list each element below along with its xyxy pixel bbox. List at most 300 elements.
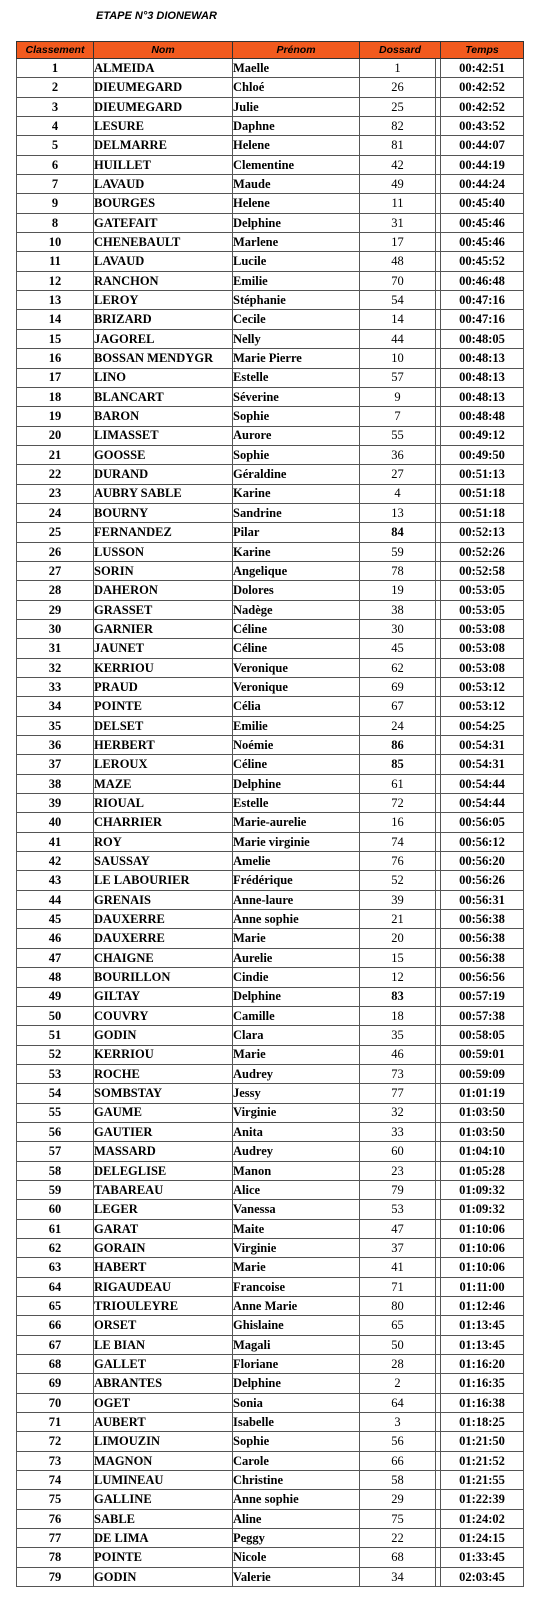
table-row bbox=[17, 1219, 524, 1238]
prenom-cell: Emilie bbox=[233, 716, 360, 735]
nom-cell: LEGER bbox=[94, 1200, 233, 1219]
temps-cell: 00:56:56 bbox=[441, 968, 524, 987]
temps-cell: 01:13:45 bbox=[441, 1335, 524, 1354]
dossard-cell: 28 bbox=[360, 1355, 436, 1374]
table-row bbox=[17, 310, 524, 329]
nom-cell: MASSARD bbox=[94, 1142, 233, 1161]
temps-cell: 01:16:38 bbox=[441, 1393, 524, 1412]
temps-cell: 00:56:31 bbox=[441, 890, 524, 909]
prenom-cell: Nadège bbox=[233, 600, 360, 619]
prenom-cell: Karine bbox=[233, 484, 360, 503]
dossard-cell: 58 bbox=[360, 1471, 436, 1490]
prenom-cell: Jessy bbox=[233, 1084, 360, 1103]
table-row bbox=[17, 1258, 524, 1277]
rank-cell: 27 bbox=[17, 561, 94, 580]
nom-cell: LESURE bbox=[94, 117, 233, 136]
nom-cell: GAUTIER bbox=[94, 1122, 233, 1141]
rank-cell: 47 bbox=[17, 948, 94, 967]
table-row bbox=[17, 755, 524, 774]
rank-cell: 5 bbox=[17, 136, 94, 155]
header-dossard: Dossard bbox=[360, 42, 441, 59]
rank-cell: 76 bbox=[17, 1509, 94, 1528]
table-row bbox=[17, 445, 524, 464]
prenom-cell: Delphine bbox=[233, 774, 360, 793]
temps-cell: 01:16:35 bbox=[441, 1374, 524, 1393]
prenom-cell: Julie bbox=[233, 97, 360, 116]
prenom-cell: Delphine bbox=[233, 987, 360, 1006]
prenom-cell: Emilie bbox=[233, 271, 360, 290]
table-row bbox=[17, 1316, 524, 1335]
prenom-cell: Clementine bbox=[233, 155, 360, 174]
nom-cell: ALMEIDA bbox=[94, 59, 233, 78]
table-row bbox=[17, 117, 524, 136]
temps-cell: 00:47:16 bbox=[441, 291, 524, 310]
table-row bbox=[17, 97, 524, 116]
prenom-cell: Sonia bbox=[233, 1393, 360, 1412]
nom-cell: BARON bbox=[94, 407, 233, 426]
dossard-cell: 59 bbox=[360, 542, 436, 561]
rank-cell: 73 bbox=[17, 1451, 94, 1470]
dossard-cell: 85 bbox=[360, 755, 436, 774]
dossard-cell: 16 bbox=[360, 813, 436, 832]
temps-cell: 01:03:50 bbox=[441, 1103, 524, 1122]
nom-cell: POINTE bbox=[94, 1548, 233, 1567]
temps-cell: 00:56:05 bbox=[441, 813, 524, 832]
table-row bbox=[17, 619, 524, 638]
nom-cell: LINO bbox=[94, 368, 233, 387]
dossard-cell: 47 bbox=[360, 1219, 436, 1238]
dossard-cell: 41 bbox=[360, 1258, 436, 1277]
table-row bbox=[17, 1567, 524, 1586]
prenom-cell: Nelly bbox=[233, 329, 360, 348]
dossard-cell: 60 bbox=[360, 1142, 436, 1161]
prenom-cell: Maite bbox=[233, 1219, 360, 1238]
temps-cell: 00:48:48 bbox=[441, 407, 524, 426]
dossard-cell: 48 bbox=[360, 252, 436, 271]
table-row bbox=[17, 1200, 524, 1219]
table-row bbox=[17, 1026, 524, 1045]
dossard-cell: 20 bbox=[360, 929, 436, 948]
prenom-cell: Aurelie bbox=[233, 948, 360, 967]
table-row bbox=[17, 271, 524, 290]
nom-cell: DAUXERRE bbox=[94, 910, 233, 929]
nom-cell: LE LABOURIER bbox=[94, 871, 233, 890]
rank-cell: 7 bbox=[17, 175, 94, 194]
nom-cell: BOSSAN MENDYGR bbox=[94, 349, 233, 368]
dossard-cell: 1 bbox=[360, 59, 436, 78]
table-row bbox=[17, 987, 524, 1006]
temps-cell: 01:24:15 bbox=[441, 1529, 524, 1548]
nom-cell: GODIN bbox=[94, 1026, 233, 1045]
prenom-cell: Estelle bbox=[233, 794, 360, 813]
temps-cell: 00:51:18 bbox=[441, 484, 524, 503]
table-row bbox=[17, 1238, 524, 1257]
nom-cell: GODIN bbox=[94, 1567, 233, 1586]
temps-cell: 01:18:25 bbox=[441, 1413, 524, 1432]
rank-cell: 13 bbox=[17, 291, 94, 310]
dossard-cell: 18 bbox=[360, 1006, 436, 1025]
dossard-cell: 71 bbox=[360, 1277, 436, 1296]
temps-cell: 00:48:13 bbox=[441, 349, 524, 368]
temps-cell: 00:53:08 bbox=[441, 658, 524, 677]
nom-cell: DELEGLISE bbox=[94, 1161, 233, 1180]
temps-cell: 01:05:28 bbox=[441, 1161, 524, 1180]
table-row bbox=[17, 1355, 524, 1374]
dossard-cell: 37 bbox=[360, 1238, 436, 1257]
temps-cell: 01:21:50 bbox=[441, 1432, 524, 1451]
prenom-cell: Aurore bbox=[233, 426, 360, 445]
nom-cell: GRASSET bbox=[94, 600, 233, 619]
dossard-cell: 77 bbox=[360, 1084, 436, 1103]
nom-cell: TABAREAU bbox=[94, 1180, 233, 1199]
rank-cell: 61 bbox=[17, 1219, 94, 1238]
nom-cell: CHENEBAULT bbox=[94, 233, 233, 252]
rank-cell: 16 bbox=[17, 349, 94, 368]
nom-cell: DURAND bbox=[94, 465, 233, 484]
temps-cell: 00:42:52 bbox=[441, 97, 524, 116]
temps-cell: 01:21:55 bbox=[441, 1471, 524, 1490]
temps-cell: 00:45:40 bbox=[441, 194, 524, 213]
prenom-cell: Isabelle bbox=[233, 1413, 360, 1432]
nom-cell: DELSET bbox=[94, 716, 233, 735]
nom-cell: KERRIOU bbox=[94, 658, 233, 677]
prenom-cell: Vanessa bbox=[233, 1200, 360, 1219]
nom-cell: PRAUD bbox=[94, 678, 233, 697]
rank-cell: 71 bbox=[17, 1413, 94, 1432]
prenom-cell: Sandrine bbox=[233, 503, 360, 522]
dossard-cell: 30 bbox=[360, 619, 436, 638]
rank-cell: 55 bbox=[17, 1103, 94, 1122]
dossard-cell: 32 bbox=[360, 1103, 436, 1122]
temps-cell: 00:46:48 bbox=[441, 271, 524, 290]
table-row bbox=[17, 175, 524, 194]
rank-cell: 37 bbox=[17, 755, 94, 774]
table-row bbox=[17, 426, 524, 445]
dossard-cell: 23 bbox=[360, 1161, 436, 1180]
prenom-cell: Floriane bbox=[233, 1355, 360, 1374]
rank-cell: 78 bbox=[17, 1548, 94, 1567]
nom-cell: DAHERON bbox=[94, 581, 233, 600]
temps-cell: 00:48:05 bbox=[441, 329, 524, 348]
table-row bbox=[17, 542, 524, 561]
dossard-cell: 21 bbox=[360, 910, 436, 929]
dossard-cell: 11 bbox=[360, 194, 436, 213]
dossard-cell: 36 bbox=[360, 445, 436, 464]
rank-cell: 65 bbox=[17, 1297, 94, 1316]
table-row bbox=[17, 832, 524, 851]
temps-cell: 00:56:20 bbox=[441, 852, 524, 871]
dossard-cell: 56 bbox=[360, 1432, 436, 1451]
dossard-cell: 45 bbox=[360, 639, 436, 658]
table-row bbox=[17, 368, 524, 387]
temps-cell: 00:56:38 bbox=[441, 910, 524, 929]
rank-cell: 1 bbox=[17, 59, 94, 78]
rank-cell: 36 bbox=[17, 736, 94, 755]
dossard-cell: 80 bbox=[360, 1297, 436, 1316]
header-row bbox=[17, 42, 524, 59]
nom-cell: DELMARRE bbox=[94, 136, 233, 155]
temps-cell: 01:21:52 bbox=[441, 1451, 524, 1470]
rank-cell: 4 bbox=[17, 117, 94, 136]
nom-cell: SOMBSTAY bbox=[94, 1084, 233, 1103]
rank-cell: 12 bbox=[17, 271, 94, 290]
rank-cell: 8 bbox=[17, 213, 94, 232]
dossard-cell: 65 bbox=[360, 1316, 436, 1335]
table-row bbox=[17, 465, 524, 484]
rank-cell: 23 bbox=[17, 484, 94, 503]
dossard-cell: 61 bbox=[360, 774, 436, 793]
table-row bbox=[17, 349, 524, 368]
rank-cell: 68 bbox=[17, 1355, 94, 1374]
nom-cell: ROCHE bbox=[94, 1064, 233, 1083]
table-row bbox=[17, 1180, 524, 1199]
dossard-cell: 35 bbox=[360, 1026, 436, 1045]
nom-cell: SABLE bbox=[94, 1509, 233, 1528]
rank-cell: 21 bbox=[17, 445, 94, 464]
rank-cell: 52 bbox=[17, 1045, 94, 1064]
table-row bbox=[17, 1064, 524, 1083]
rank-cell: 25 bbox=[17, 523, 94, 542]
dossard-cell: 29 bbox=[360, 1490, 436, 1509]
nom-cell: LE BIAN bbox=[94, 1335, 233, 1354]
table-row bbox=[17, 736, 524, 755]
prenom-cell: Nicole bbox=[233, 1548, 360, 1567]
prenom-cell: Stéphanie bbox=[233, 291, 360, 310]
temps-cell: 01:03:50 bbox=[441, 1122, 524, 1141]
table-row bbox=[17, 1122, 524, 1141]
rank-cell: 48 bbox=[17, 968, 94, 987]
nom-cell: AUBRY SABLE bbox=[94, 484, 233, 503]
rank-cell: 74 bbox=[17, 1471, 94, 1490]
temps-cell: 00:53:05 bbox=[441, 600, 524, 619]
prenom-cell: Helene bbox=[233, 136, 360, 155]
table-row bbox=[17, 59, 524, 78]
nom-cell: DIEUMEGARD bbox=[94, 97, 233, 116]
temps-cell: 01:16:20 bbox=[441, 1355, 524, 1374]
nom-cell: COUVRY bbox=[94, 1006, 233, 1025]
temps-cell: 00:58:05 bbox=[441, 1026, 524, 1045]
rank-cell: 14 bbox=[17, 310, 94, 329]
prenom-cell: Magali bbox=[233, 1335, 360, 1354]
nom-cell: ORSET bbox=[94, 1316, 233, 1335]
nom-cell: MAZE bbox=[94, 774, 233, 793]
prenom-cell: Sophie bbox=[233, 1432, 360, 1451]
rank-cell: 2 bbox=[17, 78, 94, 97]
temps-cell: 00:53:12 bbox=[441, 678, 524, 697]
rank-cell: 53 bbox=[17, 1064, 94, 1083]
dossard-cell: 68 bbox=[360, 1548, 436, 1567]
prenom-cell: Marie Pierre bbox=[233, 349, 360, 368]
nom-cell: MAGNON bbox=[94, 1451, 233, 1470]
dossard-cell: 26 bbox=[360, 78, 436, 97]
nom-cell: GORAIN bbox=[94, 1238, 233, 1257]
temps-cell: 01:01:19 bbox=[441, 1084, 524, 1103]
temps-cell: 01:12:46 bbox=[441, 1297, 524, 1316]
rank-cell: 35 bbox=[17, 716, 94, 735]
temps-cell: 00:44:07 bbox=[441, 136, 524, 155]
table-row bbox=[17, 1103, 524, 1122]
nom-cell: OGET bbox=[94, 1393, 233, 1412]
temps-cell: 00:44:19 bbox=[441, 155, 524, 174]
table-row bbox=[17, 1006, 524, 1025]
table-row bbox=[17, 581, 524, 600]
temps-cell: 00:56:12 bbox=[441, 832, 524, 851]
temps-cell: 00:57:38 bbox=[441, 1006, 524, 1025]
nom-cell: LAVAUD bbox=[94, 175, 233, 194]
prenom-cell: Delphine bbox=[233, 1374, 360, 1393]
nom-cell: LIMASSET bbox=[94, 426, 233, 445]
rank-cell: 69 bbox=[17, 1374, 94, 1393]
prenom-cell: Anita bbox=[233, 1122, 360, 1141]
prenom-cell: Clara bbox=[233, 1026, 360, 1045]
dossard-cell: 13 bbox=[360, 503, 436, 522]
prenom-cell: Sophie bbox=[233, 407, 360, 426]
temps-cell: 01:33:45 bbox=[441, 1548, 524, 1567]
dossard-cell: 19 bbox=[360, 581, 436, 600]
rank-cell: 64 bbox=[17, 1277, 94, 1296]
table-row bbox=[17, 1413, 524, 1432]
rank-cell: 43 bbox=[17, 871, 94, 890]
table-row bbox=[17, 890, 524, 909]
table-row bbox=[17, 910, 524, 929]
dossard-cell: 75 bbox=[360, 1509, 436, 1528]
dossard-cell: 52 bbox=[360, 871, 436, 890]
table-row bbox=[17, 852, 524, 871]
nom-cell: BRIZARD bbox=[94, 310, 233, 329]
rank-cell: 31 bbox=[17, 639, 94, 658]
prenom-cell: Pilar bbox=[233, 523, 360, 542]
rank-cell: 54 bbox=[17, 1084, 94, 1103]
dossard-cell: 62 bbox=[360, 658, 436, 677]
rank-cell: 28 bbox=[17, 581, 94, 600]
table-row bbox=[17, 1084, 524, 1103]
rank-cell: 20 bbox=[17, 426, 94, 445]
temps-cell: 00:47:16 bbox=[441, 310, 524, 329]
nom-cell: BOURNY bbox=[94, 503, 233, 522]
dossard-cell: 49 bbox=[360, 175, 436, 194]
table-row bbox=[17, 78, 524, 97]
dossard-cell: 74 bbox=[360, 832, 436, 851]
rank-cell: 67 bbox=[17, 1335, 94, 1354]
rank-cell: 39 bbox=[17, 794, 94, 813]
rank-cell: 50 bbox=[17, 1006, 94, 1025]
nom-cell: DIEUMEGARD bbox=[94, 78, 233, 97]
prenom-cell: Cecile bbox=[233, 310, 360, 329]
prenom-cell: Noémie bbox=[233, 736, 360, 755]
rank-cell: 60 bbox=[17, 1200, 94, 1219]
temps-cell: 00:45:46 bbox=[441, 233, 524, 252]
temps-cell: 00:56:38 bbox=[441, 929, 524, 948]
table-row bbox=[17, 774, 524, 793]
prenom-cell: Frédérique bbox=[233, 871, 360, 890]
prenom-cell: Marie bbox=[233, 1045, 360, 1064]
rank-cell: 17 bbox=[17, 368, 94, 387]
prenom-cell: Valerie bbox=[233, 1567, 360, 1586]
dossard-cell: 76 bbox=[360, 852, 436, 871]
rank-cell: 63 bbox=[17, 1258, 94, 1277]
table-row bbox=[17, 716, 524, 735]
results-table bbox=[16, 41, 524, 1587]
nom-cell: BOURILLON bbox=[94, 968, 233, 987]
table-row bbox=[17, 1471, 524, 1490]
temps-cell: 00:48:13 bbox=[441, 368, 524, 387]
rank-cell: 15 bbox=[17, 329, 94, 348]
rank-cell: 70 bbox=[17, 1393, 94, 1412]
dossard-cell: 79 bbox=[360, 1180, 436, 1199]
nom-cell: KERRIOU bbox=[94, 1045, 233, 1064]
dossard-cell: 39 bbox=[360, 890, 436, 909]
rank-cell: 46 bbox=[17, 929, 94, 948]
temps-cell: 00:52:13 bbox=[441, 523, 524, 542]
temps-cell: 00:45:46 bbox=[441, 213, 524, 232]
nom-cell: GAUME bbox=[94, 1103, 233, 1122]
dossard-cell: 33 bbox=[360, 1122, 436, 1141]
nom-cell: DE LIMA bbox=[94, 1529, 233, 1548]
nom-cell: POINTE bbox=[94, 697, 233, 716]
table-row bbox=[17, 600, 524, 619]
prenom-cell: Séverine bbox=[233, 387, 360, 406]
temps-cell: 00:52:58 bbox=[441, 561, 524, 580]
rank-cell: 56 bbox=[17, 1122, 94, 1141]
temps-cell: 00:54:44 bbox=[441, 774, 524, 793]
temps-cell: 00:51:13 bbox=[441, 465, 524, 484]
table-row bbox=[17, 678, 524, 697]
rank-cell: 45 bbox=[17, 910, 94, 929]
temps-cell: 01:10:06 bbox=[441, 1238, 524, 1257]
table-row bbox=[17, 194, 524, 213]
prenom-cell: Audrey bbox=[233, 1142, 360, 1161]
dossard-cell: 12 bbox=[360, 968, 436, 987]
nom-cell: GALLET bbox=[94, 1355, 233, 1374]
prenom-cell: Manon bbox=[233, 1161, 360, 1180]
nom-cell: AUBERT bbox=[94, 1413, 233, 1432]
nom-cell: SAUSSAY bbox=[94, 852, 233, 871]
table-row bbox=[17, 697, 524, 716]
temps-cell: 00:53:08 bbox=[441, 619, 524, 638]
nom-cell: FERNANDEZ bbox=[94, 523, 233, 542]
prenom-cell: Virginie bbox=[233, 1103, 360, 1122]
temps-cell: 01:10:06 bbox=[441, 1258, 524, 1277]
table-row bbox=[17, 523, 524, 542]
prenom-cell: Karine bbox=[233, 542, 360, 561]
rank-cell: 79 bbox=[17, 1567, 94, 1586]
prenom-cell: Lucile bbox=[233, 252, 360, 271]
prenom-cell: Cindie bbox=[233, 968, 360, 987]
nom-cell: JAUNET bbox=[94, 639, 233, 658]
dossard-cell: 46 bbox=[360, 1045, 436, 1064]
header-classement: Classement bbox=[17, 42, 94, 59]
table-row bbox=[17, 1045, 524, 1064]
table-row bbox=[17, 484, 524, 503]
prenom-cell: Camille bbox=[233, 1006, 360, 1025]
temps-cell: 00:59:01 bbox=[441, 1045, 524, 1064]
temps-cell: 00:59:09 bbox=[441, 1064, 524, 1083]
nom-cell: CHARRIER bbox=[94, 813, 233, 832]
rank-cell: 30 bbox=[17, 619, 94, 638]
prenom-cell: Ghislaine bbox=[233, 1316, 360, 1335]
temps-cell: 00:42:51 bbox=[441, 59, 524, 78]
temps-cell: 00:49:12 bbox=[441, 426, 524, 445]
nom-cell: RANCHON bbox=[94, 271, 233, 290]
prenom-cell: Anne-laure bbox=[233, 890, 360, 909]
dossard-cell: 57 bbox=[360, 368, 436, 387]
rank-cell: 75 bbox=[17, 1490, 94, 1509]
prenom-cell: Aline bbox=[233, 1509, 360, 1528]
nom-cell: GATEFAIT bbox=[94, 213, 233, 232]
table-row bbox=[17, 871, 524, 890]
dossard-cell: 78 bbox=[360, 561, 436, 580]
rank-cell: 19 bbox=[17, 407, 94, 426]
